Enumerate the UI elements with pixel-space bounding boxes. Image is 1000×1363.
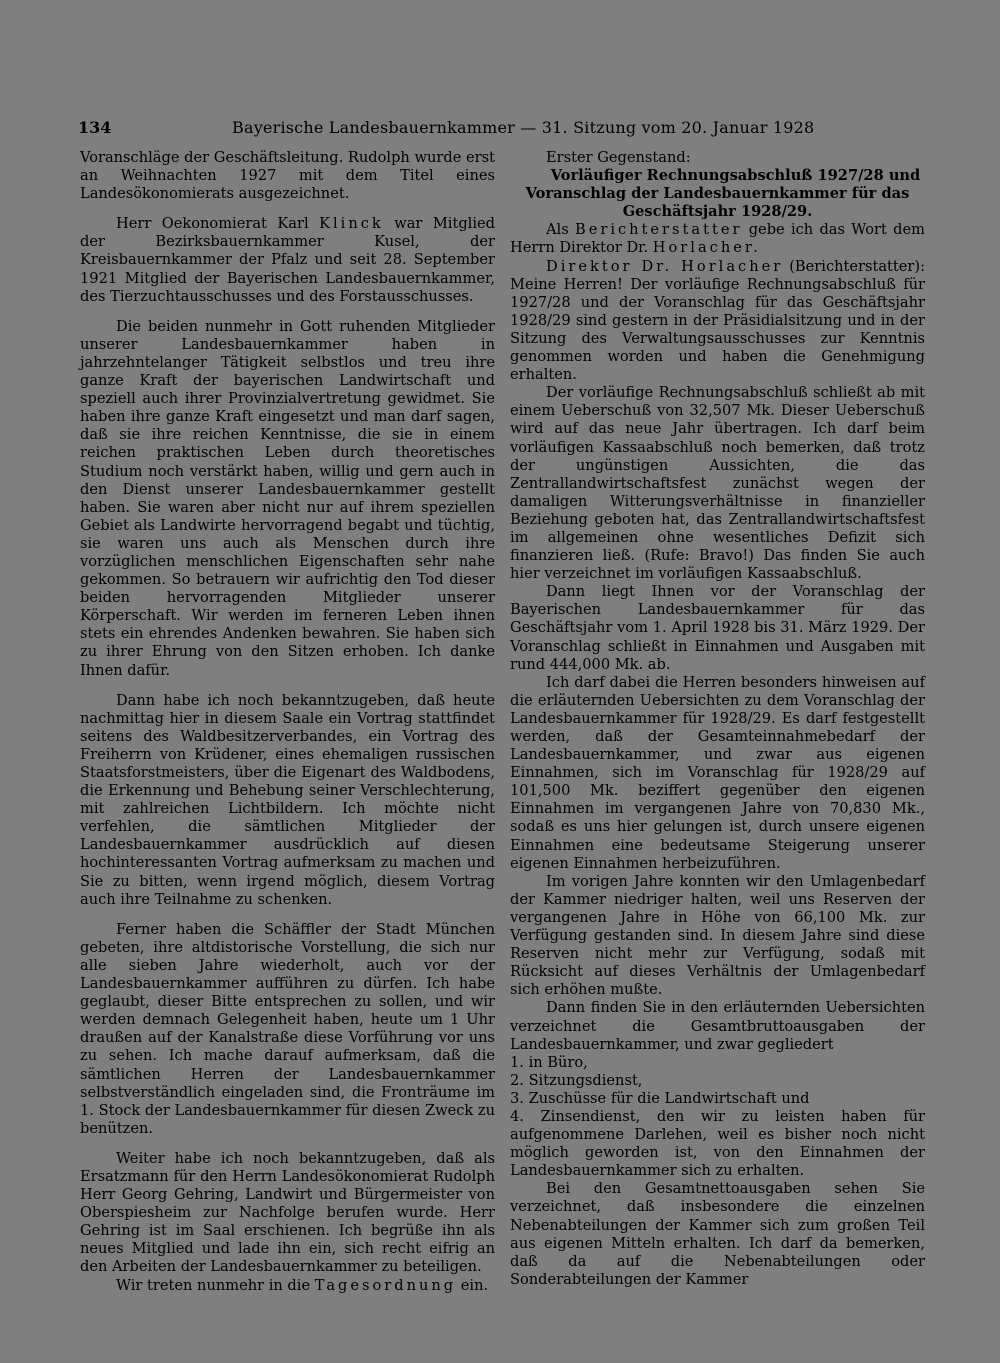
list-item: 2. Sitzungsdienst, — [510, 1071, 643, 1089]
text-run: Als — [546, 221, 575, 239]
right-column — [510, 149, 925, 1289]
text-run: Wir treten nunmehr in die — [116, 1276, 315, 1294]
paragraph — [80, 215, 495, 305]
paragraph: Der vorläufige Rechnungsabschluß schließt ab mit einem Ueberschuß von 32,507 Mk. Dieser Ueberschuß wird auf das neue Jahr übertragen. Ich darf beim vorläufigen Kassaabschluß noch bemerken, daß trotz der ungünstigen Aussichten, die das Zentrallandwirtschaftsfest zunächst wegen der damaligen Witterungsverhältnisse in finanzieller Beziehung geboten hat, das Zentrallandwirtschaftsfest im allgemeinen ohne wesentliches Defizit sich finanzieren ließ. (Rufe: Bravo!) Das finden Sie auch hier verzeichnet im vorläufigen Kassaabschluß. — [510, 384, 925, 583]
list-item: 3. Zuschüsse für die Landwirtschaft und — [510, 1089, 810, 1107]
text-run: Herr Oekonomierat Karl — [116, 215, 320, 233]
paragraph: Dann finden Sie in den erläuternden Uebersichten verzeichnet die Gesamtbruttoausgaben der Landesbauernkammer, und zwar gegliedert — [510, 999, 925, 1053]
paragraph: Ferner haben die Schäffler der Stadt München gebeten, ihre altdistorische Vorstellung, die sich nur alle sieben Jahre wiederholt, auch vor der Landesbauernkammer aufführen zu dürfen. Ich habe geglaubt, dieser Bitte entsprechen zu sollen, und wir werden demnach Gelegenheit haben, heute um 1 Uhr draußen auf der Kanalstraße diese Vorführung vor uns zu sehen. Ich mache darauf aufmerksam, daß die sämtlichen Herren der Landesbauernkammer selbstverständlich eingeladen sind, die Fronträume im 1. Stock der Landesbauernkammer für diesen Zweck zu benützen. — [80, 920, 495, 1137]
page-header — [78, 118, 923, 140]
paragraph: Dann liegt Ihnen vor der Voranschlag der Bayerischen Landesbauernkammer für das Geschäftsjahr vom 1. April 1928 bis 31. März 1929. Der Voranschlag schließt in Einnahmen und Ausgaben mit rund 444,000 Mk. ab. — [510, 583, 925, 673]
list-item: 1. in Büro, — [510, 1053, 588, 1071]
text-run: (Berichterstatter): Meine Herren! Der vorläufige Rechnungsabschluß für 1927/28 und der Voranschlag für das Geschäftsjahr 1928/29 sind gestern in der Präsidialsitzung und in der Sitzung des Verwaltungsausschusses zur Kenntnis genommen worden und haben die Genehmigung erhalten. — [510, 257, 925, 384]
text-run: war Mitglied der Bezirksbauernkammer Kusel, der Kreisbauernkammer der Pfalz und seit 28. September 1921 Mitglied der Bayerischen Landesbauernkammer, des Tierzuchtausschusses und des Forstausschusses. — [80, 215, 495, 305]
text-run: gebe ich das Wort dem Herrn Direktor Dr. — [510, 221, 925, 257]
numbered-list — [510, 1054, 925, 1181]
item-label: Erster Gegenstand: — [546, 149, 691, 166]
text-run: ein. — [456, 1276, 489, 1294]
section-heading: Vorläufiger Rechnungsabschluß 1927/28 und Voranschlag der Landesbauernkammer für das Geschäftsjahr 1928/29. — [525, 167, 921, 221]
page-number: 134 — [78, 118, 112, 137]
paragraph: Weiter habe ich noch bekanntzugeben, daß als Ersatzmann für den Herrn Landesökonomierat Rudolph Herr Georg Gehring, Landwirt und Bürgermeister von Oberspiesheim zur Nachfolge berufen wurde. Herr Gehring ist im Saal erschienen. Ich begrüße ihn als neues Mitglied und lade ihn ein, sich recht eifrig an den Arbeiten der Landesbauernkammer zu beteiligen. — [80, 1149, 495, 1276]
paragraph: Bei den Gesamtnettoausgaben sehen Sie verzeichnet, daß insbesondere die einzelnen Nebenabteilungen der Kammer sich zum großen Teil aus eigenen Mitteln erhalten. Ich darf da bemerken, daß da auf die Nebenabteilungen oder Sonderabteilungen der Kammer — [510, 1180, 925, 1288]
paragraph: Dann habe ich noch bekanntzugeben, daß heute nachmittag hier in diesem Saale ein Vortrag stattfindet seitens des Waldbesitzerverbandes, ein Vortrag des Freiherrn von Krüdener, eines ehemaligen russischen Staatsforstmeisters, über die Eigenart des Waldbodens, die Erkennung und Behebung seiner Verschlechterung, mit zahlreichen Lichtbildern. Ich möchte nicht verfehlen, die sämtlichen Mitglieder der Landesbauernkammer ausdrücklich auf diesen hochinteressanten Vortrag aufmerksam zu machen und Sie zu bitten, wenn irgend möglich, diesem Vortrag auch ihre Teilnahme zu schenken. — [80, 691, 495, 908]
paragraph: Ich darf dabei die Herren besonders hinweisen auf die erläuternden Uebersichten zu dem Voranschlag der Landesbauernkammer für 1928/29. Es darf festgestellt werden, daß der Gesamteinnahmebedarf der Landesbauernkammer, und zwar aus eigenen Einnahmen, sich im Voranschlag für 1928/29 auf 101,500 Mk. beziffert gegenüber den eigenen Einnahmen im vergangenen Jahre von 70,830 Mk., sodaß es uns hier gelungen ist, durch unsere eigenen Einnahmen eine bedeutsame Steigerung unserer eigenen Einnahmen herbeizuführen. — [510, 673, 925, 872]
list-item: 4. Zinsendienst, den wir zu leisten haben für aufgenommene Darlehen, weil es bisher noch nicht möglich geworden ist, von den Einnahmen der Landesbauernkammer sich zu erhalten. — [510, 1107, 925, 1180]
paragraph — [510, 221, 925, 257]
spaced-term: Tagesordnung — [314, 1276, 457, 1294]
paragraph: Im vorigen Jahre konnten wir den Umlagenbedarf der Kammer niedriger halten, weil uns Reserven der vergangenen Jahre in Höhe von 66,100 Mk. zur Verfügung gestanden sind. In diesem Jahre sind diese Reserven nicht mehr zur Verfügung, sodaß mit Rücksicht auf dieses Verhältnis der Umlagenbedarf sich erhöhen mußte. — [510, 872, 925, 999]
running-title: Bayerische Landesbauernkammer — 31. Sitzung vom 20. Januar 1928 — [232, 118, 815, 137]
speaker-name: Direktor Dr. Horlacher — [546, 257, 784, 275]
paragraph: Die beiden nunmehr in Gott ruhenden Mitglieder unserer Landesbauernkammer haben in jahrzehntelanger Tätigkeit selbstlos und treu ihre ganze Kraft der bayerischen Landwirtschaft und speziell auch ihrer Provinzialvertretung gewidmet. Sie haben ihre ganze Kraft eingesetzt und man darf sagen, daß sie ihre reichen Kenntnisse, die sie in einem reichen praktischen Leben durch theoretisches Studium noch verstärkt haben, willig und gern auch in den Dienst unserer Landesbauernkammer gestellt haben. Sie waren aber nicht nur auf ihrem speziellen Gebiet als Landwirte hervorragend begabt und tüchtig, sie waren uns auch als Menschen durch ihre vorzüglichen menschlichen Eigenschaften sehr nahe gekommen. So betrauern wir aufrichtig den Tod dieser beiden hervorragenden Mitglieder unserer Körperschaft. Wir werden im ferneren Leben ihnen stets ein ehrendes Andenken bewahren. Sie haben sich zu ihrer Ehrung von den Sitzen erhoben. Ich danke Ihnen dafür. — [80, 317, 495, 679]
spaced-term: Berichterstatter — [574, 221, 743, 239]
paragraph — [80, 1277, 495, 1295]
spaced-name: Horlacher. — [652, 239, 761, 257]
spaced-name: Klinck — [319, 215, 384, 233]
paragraph — [510, 258, 925, 385]
paragraph: Voranschläge der Geschäftsleitung. Rudolph wurde erst an Weihnachten 1927 mit dem Titel eines Landesökonomierats ausgezeichnet. — [80, 149, 495, 203]
left-column — [80, 149, 495, 1295]
